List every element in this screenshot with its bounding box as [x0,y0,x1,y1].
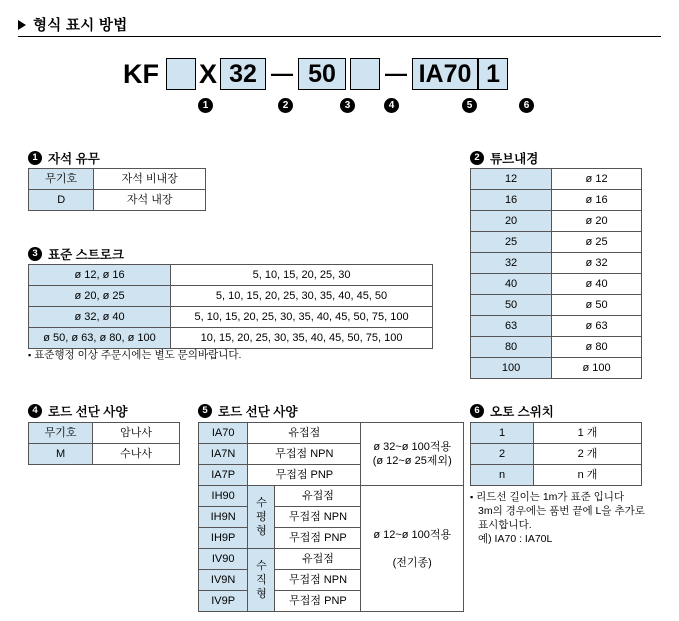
auto-note-line-3: 표시합니다. [478,519,532,531]
code-marker-2: 2 [278,98,293,113]
table-row [471,465,642,486]
cell-sw-type-7: 무접점 NPN [275,570,361,591]
section-heading-magnet [28,149,100,167]
cell-sw-apply-bottom [361,486,464,612]
table-magnet [28,168,206,211]
code-box-6: 1 [478,58,508,90]
table-row [29,286,433,307]
cell-bore-r4c0: 32 [471,253,552,274]
section-number-1: 1 [28,151,42,165]
table-row [471,295,642,316]
section-title-2: 튜브내경 [490,152,539,166]
cell-bore-r0c1: ø 12 [552,169,642,190]
cell-sw-apply-top [361,423,464,486]
page-title: 형식 표시 방법 [33,18,128,34]
table-row [29,169,206,190]
table-rod-end [28,422,180,465]
note-star-icon-2: ▪ [470,492,474,502]
table-row [199,486,464,507]
table-row [29,265,433,286]
cell-magnet-r0c1: 자석 비내장 [94,169,206,190]
table-row [29,423,180,444]
cell-rod-r1c1: 수나사 [93,444,180,465]
section-heading-stroke [28,245,124,263]
header-divider [18,36,661,37]
code-box-4 [350,58,380,90]
auto-note-line-4: 예) IA70 : IA70L [478,533,553,545]
cell-bore-r1c1: ø 16 [552,190,642,211]
cell-sw-type-4: 무접점 NPN [275,507,361,528]
cell-bore-r8c1: ø 80 [552,337,642,358]
table-auto-switch [470,422,642,486]
cell-stroke-r3c1: 10, 15, 20, 25, 30, 35, 40, 45, 50, 75, 100 [171,328,433,349]
table-row [471,316,642,337]
section-number-5: 5 [198,404,212,418]
cell-sw-type-2: 무접점 PNP [248,465,361,486]
cell-bore-r0c0: 12 [471,169,552,190]
cell-magnet-r0c0: 무기호 [29,169,94,190]
table-row [471,190,642,211]
triangle-bullet-icon [18,20,26,30]
table-row [471,253,642,274]
table-row [29,190,206,211]
table-row [471,423,642,444]
cell-magnet-r1c1: 자석 내장 [94,190,206,211]
section-number-4: 4 [28,404,42,418]
apply-bottom-line-1: ø 12~ø 100적용 [373,528,452,541]
cell-stroke-r1c1: 5, 10, 15, 20, 25, 30, 35, 40, 45, 50 [171,286,433,307]
table-row [199,423,464,444]
section-number-3: 3 [28,247,42,261]
cell-sw-type-8: 무접점 PNP [275,591,361,612]
code-marker-6: 6 [519,98,534,113]
code-box-3: 50 [298,58,346,90]
cell-auto-r0c0: 1 [471,423,534,444]
code-letter-x: X [199,59,218,89]
auto-note-line-1: 리드선 길이는 1m가 표준 입니다 [476,491,625,503]
cell-bore-r2c0: 20 [471,211,552,232]
table-bore [470,168,642,379]
cell-sw-type-6: 유접점 [275,549,361,570]
note-star-icon: ▪ [28,350,32,360]
cell-bore-r6c1: ø 50 [552,295,642,316]
code-box-2: 32 [220,58,266,90]
table-row [471,232,642,253]
page-header [18,14,128,35]
cell-auto-r1c0: 2 [471,444,534,465]
model-code-bar [120,56,508,92]
code-box-5: IA70 [412,58,478,90]
cell-bore-r3c0: 25 [471,232,552,253]
cell-bore-r5c0: 40 [471,274,552,295]
section-title-6: 오토 스위치 [490,405,554,419]
cell-stroke-r2c1: 5, 10, 15, 20, 25, 30, 35, 40, 45, 50, 75, 100 [171,307,433,328]
code-prefix: KF [123,59,159,89]
cell-sw-type-5: 무접점 PNP [275,528,361,549]
cell-sw-code-7: IV9N [199,570,248,591]
table-row [471,211,642,232]
stroke-note [28,348,241,362]
table-switch-spec [198,422,464,612]
auto-switch-note [470,490,670,546]
table-row [471,444,642,465]
code-marker-3: 3 [340,98,355,113]
cell-stroke-r0c0: ø 12, ø 16 [29,265,171,286]
code-marker-4: 4 [384,98,399,113]
cell-rod-r1c0: M [29,444,93,465]
cell-sw-code-5: IH9P [199,528,248,549]
cell-bore-r7c0: 63 [471,316,552,337]
section-heading-rod-end-5 [198,402,297,420]
cell-stroke-r2c0: ø 32, ø 40 [29,307,171,328]
table-row [29,307,433,328]
section-title-5: 로드 선단 사양 [218,405,298,419]
auto-note-line-2: 3m의 경우에는 품번 끝에 L을 추가로 [478,505,645,517]
cell-sw-code-1: IA7N [199,444,248,465]
cell-auto-r1c1: 2 개 [534,444,642,465]
apply-bottom-line-2: (전기종) [392,556,432,569]
cell-auto-r0c1: 1 개 [534,423,642,444]
cell-bore-r4c1: ø 32 [552,253,642,274]
cell-sw-code-4: IH9N [199,507,248,528]
cell-bore-r8c0: 80 [471,337,552,358]
section-number-2: 2 [470,151,484,165]
table-row [471,169,642,190]
code-dash-2: — [385,61,408,86]
table-row [471,274,642,295]
cell-auto-r2c1: n 개 [534,465,642,486]
cell-sw-code-6: IV90 [199,549,248,570]
cell-bore-r7c1: ø 63 [552,316,642,337]
cell-sw-group-vertical: 수 직 형 [248,549,275,612]
section-heading-rod-end-4 [28,402,127,420]
cell-sw-code-8: IV9P [199,591,248,612]
apply-top-line-1: ø 32~ø 100적용 [373,441,452,453]
stroke-note-text: 표준행정 이상 주문시에는 별도 문의바랍니다. [34,349,242,361]
cell-bore-r2c1: ø 20 [552,211,642,232]
cell-auto-r2c0: n [471,465,534,486]
code-marker-1: 1 [198,98,213,113]
cell-stroke-r0c1: 5, 10, 15, 20, 25, 30 [171,265,433,286]
cell-bore-r9c1: ø 100 [552,358,642,379]
table-row [29,444,180,465]
code-marker-5: 5 [462,98,477,113]
cell-sw-type-3: 유접점 [275,486,361,507]
cell-rod-r0c1: 암나사 [93,423,180,444]
cell-magnet-r1c0: D [29,190,94,211]
cell-bore-r6c0: 50 [471,295,552,316]
section-title-1: 자석 유무 [48,152,100,166]
section-heading-bore [470,149,538,167]
table-row [29,328,433,349]
section-title-4: 로드 선단 사양 [48,405,128,419]
code-box-1 [166,58,196,90]
code-dash-1: — [271,61,294,86]
table-stroke [28,264,433,349]
cell-bore-r3c1: ø 25 [552,232,642,253]
table-row [471,337,642,358]
apply-top-line-2: (ø 12~ø 25제외) [372,455,452,467]
section-title-3: 표준 스트로크 [48,248,124,262]
table-row [471,358,642,379]
cell-sw-group-horizontal: 수 평 형 [248,486,275,549]
cell-sw-code-2: IA7P [199,465,248,486]
section-number-6: 6 [470,404,484,418]
cell-bore-r5c1: ø 40 [552,274,642,295]
cell-sw-type-0: 유접점 [248,423,361,444]
cell-bore-r9c0: 100 [471,358,552,379]
cell-bore-r1c0: 16 [471,190,552,211]
cell-rod-r0c0: 무기호 [29,423,93,444]
cell-stroke-r3c0: ø 50, ø 63, ø 80, ø 100 [29,328,171,349]
section-heading-auto-switch [470,402,554,420]
cell-sw-code-3: IH90 [199,486,248,507]
cell-sw-type-1: 무접점 NPN [248,444,361,465]
cell-stroke-r1c0: ø 20, ø 25 [29,286,171,307]
cell-sw-code-0: IA70 [199,423,248,444]
